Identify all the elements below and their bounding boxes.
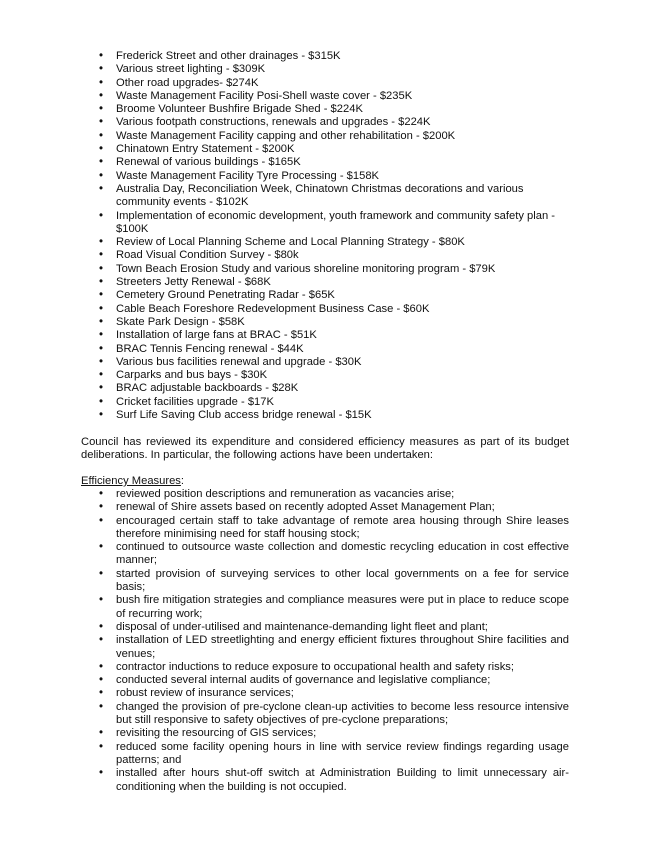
project-list-item: • Frederick Street and other drainages - $315K xyxy=(99,50,579,63)
project-list-item: • Cable Beach Foreshore Redevelopment Business Case - $60K xyxy=(99,303,579,316)
project-list-item: • Installation of large fans at BRAC - $51K xyxy=(99,329,579,342)
project-list-item: • Waste Management Facility capping and other rehabilitation - $200K xyxy=(99,130,579,143)
efficiency-measure-item: • reviewed position descriptions and remuneration as vacancies arise; xyxy=(99,488,569,501)
project-list-item: • Australia Day, Reconciliation Week, Chinatown Christmas decorations and various community events - $102K xyxy=(99,183,579,210)
efficiency-measure-item: • installed after hours shut-off switch at Administration Building to limit unnecessary air-conditioning when the building is not occupied. xyxy=(99,767,569,794)
project-list-item: • Road Visual Condition Survey - $80k xyxy=(99,249,579,262)
efficiency-measure-item: • robust review of insurance services; xyxy=(99,687,569,700)
efficiency-measure-item: • started provision of surveying services to other local governments on a fee for service basis; xyxy=(99,568,569,595)
project-list-item: • Skate Park Design - $58K xyxy=(99,316,579,329)
efficiency-measure-item: • renewal of Shire assets based on recently adopted Asset Management Plan; xyxy=(99,501,569,514)
project-list-item: • Cemetery Ground Penetrating Radar - $65K xyxy=(99,289,579,302)
project-list-item: • BRAC adjustable backboards - $28K xyxy=(99,382,579,395)
project-list-item: • BRAC Tennis Fencing renewal - $44K xyxy=(99,343,579,356)
efficiency-measures-list xyxy=(99,488,569,794)
project-list-item: • Waste Management Facility Tyre Processing - $158K xyxy=(99,170,579,183)
project-list-item: • Various bus facilities renewal and upgrade - $30K xyxy=(99,356,579,369)
efficiency-heading-text: Efficiency Measures xyxy=(81,475,181,487)
efficiency-measure-item: • disposal of under-utilised and maintenance-demanding light fleet and plant; xyxy=(99,621,569,634)
project-list-item: • Renewal of various buildings - $165K xyxy=(99,156,579,169)
efficiency-measure-item: • installation of LED streetlighting and energy efficient fixtures throughout Shire facilities and venues; xyxy=(99,634,569,661)
project-list-item: • Chinatown Entry Statement - $200K xyxy=(99,143,579,156)
efficiency-measure-item: • revisiting the resourcing of GIS services; xyxy=(99,727,569,740)
efficiency-measure-item: • changed the provision of pre-cyclone clean-up activities to become less resource intensive but still responsive to safety objectives of pre-cyclone preparations; xyxy=(99,701,569,728)
project-list-item: • Various street lighting - $309K xyxy=(99,63,579,76)
project-list-item: • Other road upgrades- $274K xyxy=(99,77,579,90)
efficiency-heading-colon: : xyxy=(180,475,185,487)
project-list-item: • Carparks and bus bays - $30K xyxy=(99,369,579,382)
project-list-item: • Implementation of economic development, youth framework and community safety plan - $100K xyxy=(99,210,579,237)
efficiency-measure-item: • continued to outsource waste collection and domestic recycling education in cost effective manner; xyxy=(99,541,569,568)
project-list-item: • Waste Management Facility Posi-Shell waste cover - $235K xyxy=(99,90,579,103)
project-list-item: • Town Beach Erosion Study and various shoreline monitoring program - $79K xyxy=(99,263,579,276)
efficiency-measure-item: • contractor inductions to reduce exposure to occupational health and safety risks; xyxy=(99,661,569,674)
project-list-item: • Review of Local Planning Scheme and Local Planning Strategy - $80K xyxy=(99,236,579,249)
project-list-item: • Surf Life Saving Club access bridge renewal - $15K xyxy=(99,409,579,422)
project-list-item: • Cricket facilities upgrade - $17K xyxy=(99,396,579,409)
project-list-item: • Streeters Jetty Renewal - $68K xyxy=(99,276,579,289)
intro-paragraph: Council has reviewed its expenditure and considered efficiency measures as part of its budget deliberations. In particular, the following actions have been undertaken: xyxy=(81,436,569,462)
efficiency-measure-item: • conducted several internal audits of governance and legislative compliance; xyxy=(99,674,569,687)
efficiency-measure-item: • reduced some facility opening hours in line with service review findings regarding usage patterns; and xyxy=(99,741,569,768)
efficiency-heading xyxy=(81,475,184,488)
efficiency-measure-item: • bush fire mitigation strategies and compliance measures were put in place to reduce scope of recurring work; xyxy=(99,594,569,621)
project-list-item: • Various footpath constructions, renewals and upgrades - $224K xyxy=(99,116,579,129)
project-list-item: • Broome Volunteer Bushfire Brigade Shed - $224K xyxy=(99,103,579,116)
capital-projects-list xyxy=(99,50,579,422)
efficiency-measure-item: • encouraged certain staff to take advantage of remote area housing through Shire leases therefore minimising need for staff housing stock; xyxy=(99,515,569,542)
